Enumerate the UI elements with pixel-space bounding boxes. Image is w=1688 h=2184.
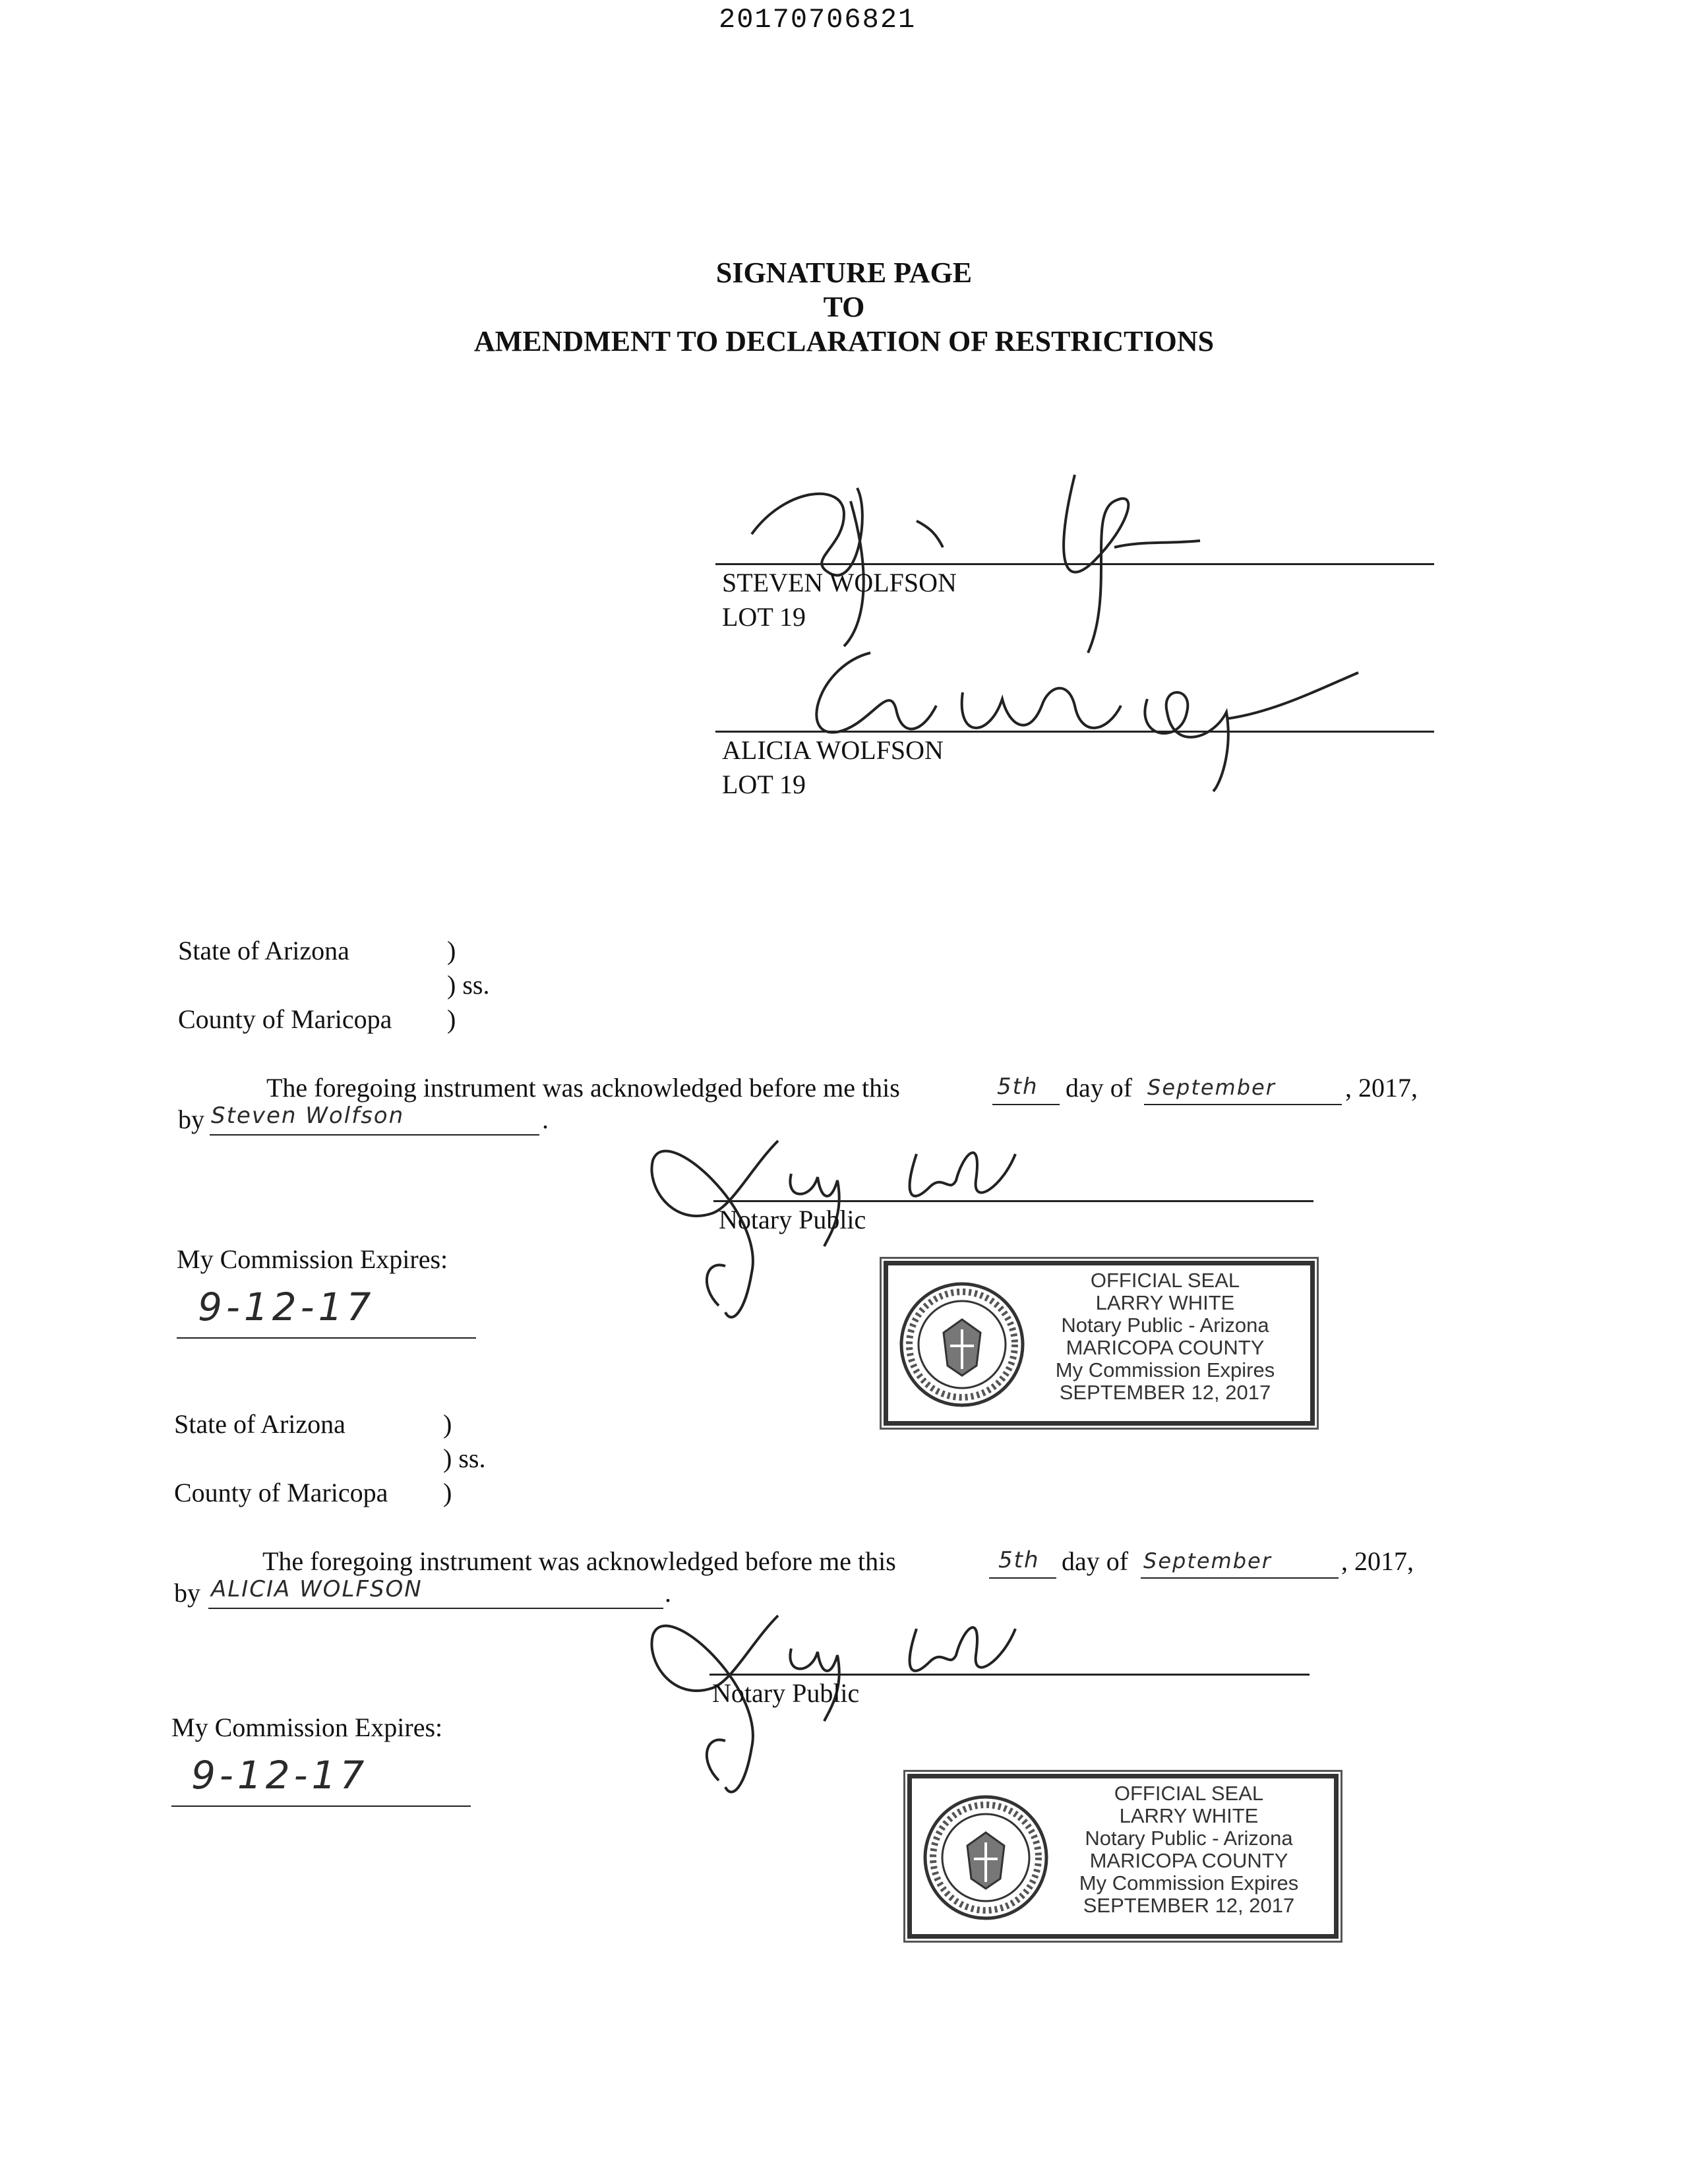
notary1-seal-emblem-icon xyxy=(897,1280,1027,1409)
notary2-signature-line xyxy=(709,1674,1310,1676)
notary2-seal-line-2: LARRY WHITE xyxy=(1119,1804,1259,1827)
notary1-year: , 2017, xyxy=(1345,1073,1418,1103)
notary1-seal-line-1: OFFICIAL SEAL xyxy=(1090,1269,1240,1292)
notary1-county: County of Maricopa xyxy=(178,1004,392,1034)
notary2-month-line xyxy=(1141,1577,1339,1579)
notary2-by: by xyxy=(174,1578,200,1608)
notary1-ack-text: The foregoing instrument was acknowledged before me this xyxy=(266,1073,900,1103)
title-line-1: SIGNATURE PAGE xyxy=(715,257,973,289)
notary1-day-of: day of xyxy=(1066,1073,1133,1103)
notary2-seal-line-5: My Commission Expires xyxy=(1079,1871,1299,1895)
signer-name-steven: STEVEN WOLFSON xyxy=(722,568,957,597)
notary2-county: County of Maricopa xyxy=(174,1478,388,1507)
notary2-year: , 2017, xyxy=(1341,1546,1414,1576)
notary1-seal-line-3: Notary Public - Arizona xyxy=(1061,1314,1269,1337)
notary2-ack-text: The foregoing instrument was acknowledged before me this xyxy=(262,1546,896,1576)
notary2-period: . xyxy=(665,1578,671,1608)
notary2-commission-date: 9-12-17 xyxy=(191,1753,369,1798)
notary2-commission-line xyxy=(171,1805,471,1807)
notary2-day-line xyxy=(989,1577,1056,1579)
notary1-filled-name: Steven Wolfson xyxy=(211,1103,405,1129)
notary1-seal-line-2: LARRY WHITE xyxy=(1095,1291,1235,1314)
notary2-paren-top: ) xyxy=(443,1409,452,1439)
title-line-3: AMENDMENT TO DECLARATION OF RESTRICTIONS xyxy=(473,325,1215,357)
notary1-filled-month: September xyxy=(1147,1075,1276,1100)
notary1-name-line xyxy=(210,1134,539,1136)
notary1-commission-label: My Commission Expires: xyxy=(177,1244,448,1274)
notary2-seal-emblem-icon xyxy=(921,1793,1050,1922)
notary1-ss: ) ss. xyxy=(447,970,490,1000)
notary2-seal-line-6: SEPTEMBER 12, 2017 xyxy=(1083,1894,1295,1917)
notary2-day-of: day of xyxy=(1062,1546,1129,1576)
notary2-filled-day: 5th xyxy=(998,1547,1040,1573)
notary2-seal-line-3: Notary Public - Arizona xyxy=(1085,1827,1293,1850)
notary2-name-line xyxy=(208,1608,663,1609)
notary1-commission-line xyxy=(177,1337,476,1339)
signer-lot-alicia: LOT 19 xyxy=(722,770,806,799)
notary1-paren-bottom: ) xyxy=(447,1004,456,1034)
notary2-seal-line-4: MARICOPA COUNTY xyxy=(1089,1849,1288,1872)
notary1-seal-line-4: MARICOPA COUNTY xyxy=(1066,1336,1265,1359)
signer-lot-steven: LOT 19 xyxy=(722,602,806,632)
notary1-month-line xyxy=(1144,1104,1342,1105)
notary1-signature-line xyxy=(713,1200,1313,1202)
notary2-ss: ) ss. xyxy=(443,1443,486,1473)
notary2-commission-label: My Commission Expires: xyxy=(171,1713,443,1742)
recording-number: 20170706821 xyxy=(719,4,917,36)
notary1-official-seal xyxy=(884,1261,1315,1426)
signer-name-alicia: ALICIA WOLFSON xyxy=(722,735,944,765)
notary2-filled-name: ALICIA WOLFSON xyxy=(211,1576,423,1602)
notary2-filled-month: September xyxy=(1143,1548,1272,1573)
notary2-notary-label: Notary Public xyxy=(712,1678,860,1708)
notary2-state: State of Arizona xyxy=(174,1409,346,1439)
notary1-filled-day: 5th xyxy=(997,1074,1039,1100)
notary1-seal-line-6: SEPTEMBER 12, 2017 xyxy=(1059,1381,1271,1404)
notary1-commission-date: 9-12-17 xyxy=(198,1285,375,1329)
title-line-2: TO xyxy=(823,291,865,323)
notary2-official-seal xyxy=(907,1774,1339,1939)
notary1-notary-label: Notary Public xyxy=(719,1205,866,1234)
notary1-period: . xyxy=(542,1105,549,1134)
notary2-seal-line-1: OFFICIAL SEAL xyxy=(1114,1782,1264,1805)
notary1-day-line xyxy=(992,1104,1060,1105)
notary1-paren-top: ) xyxy=(447,936,456,965)
notary2-paren-bottom: ) xyxy=(443,1478,452,1507)
notary1-seal-line-5: My Commission Expires xyxy=(1055,1358,1275,1381)
notary1-by: by xyxy=(178,1105,204,1134)
notary1-state: State of Arizona xyxy=(178,936,349,965)
